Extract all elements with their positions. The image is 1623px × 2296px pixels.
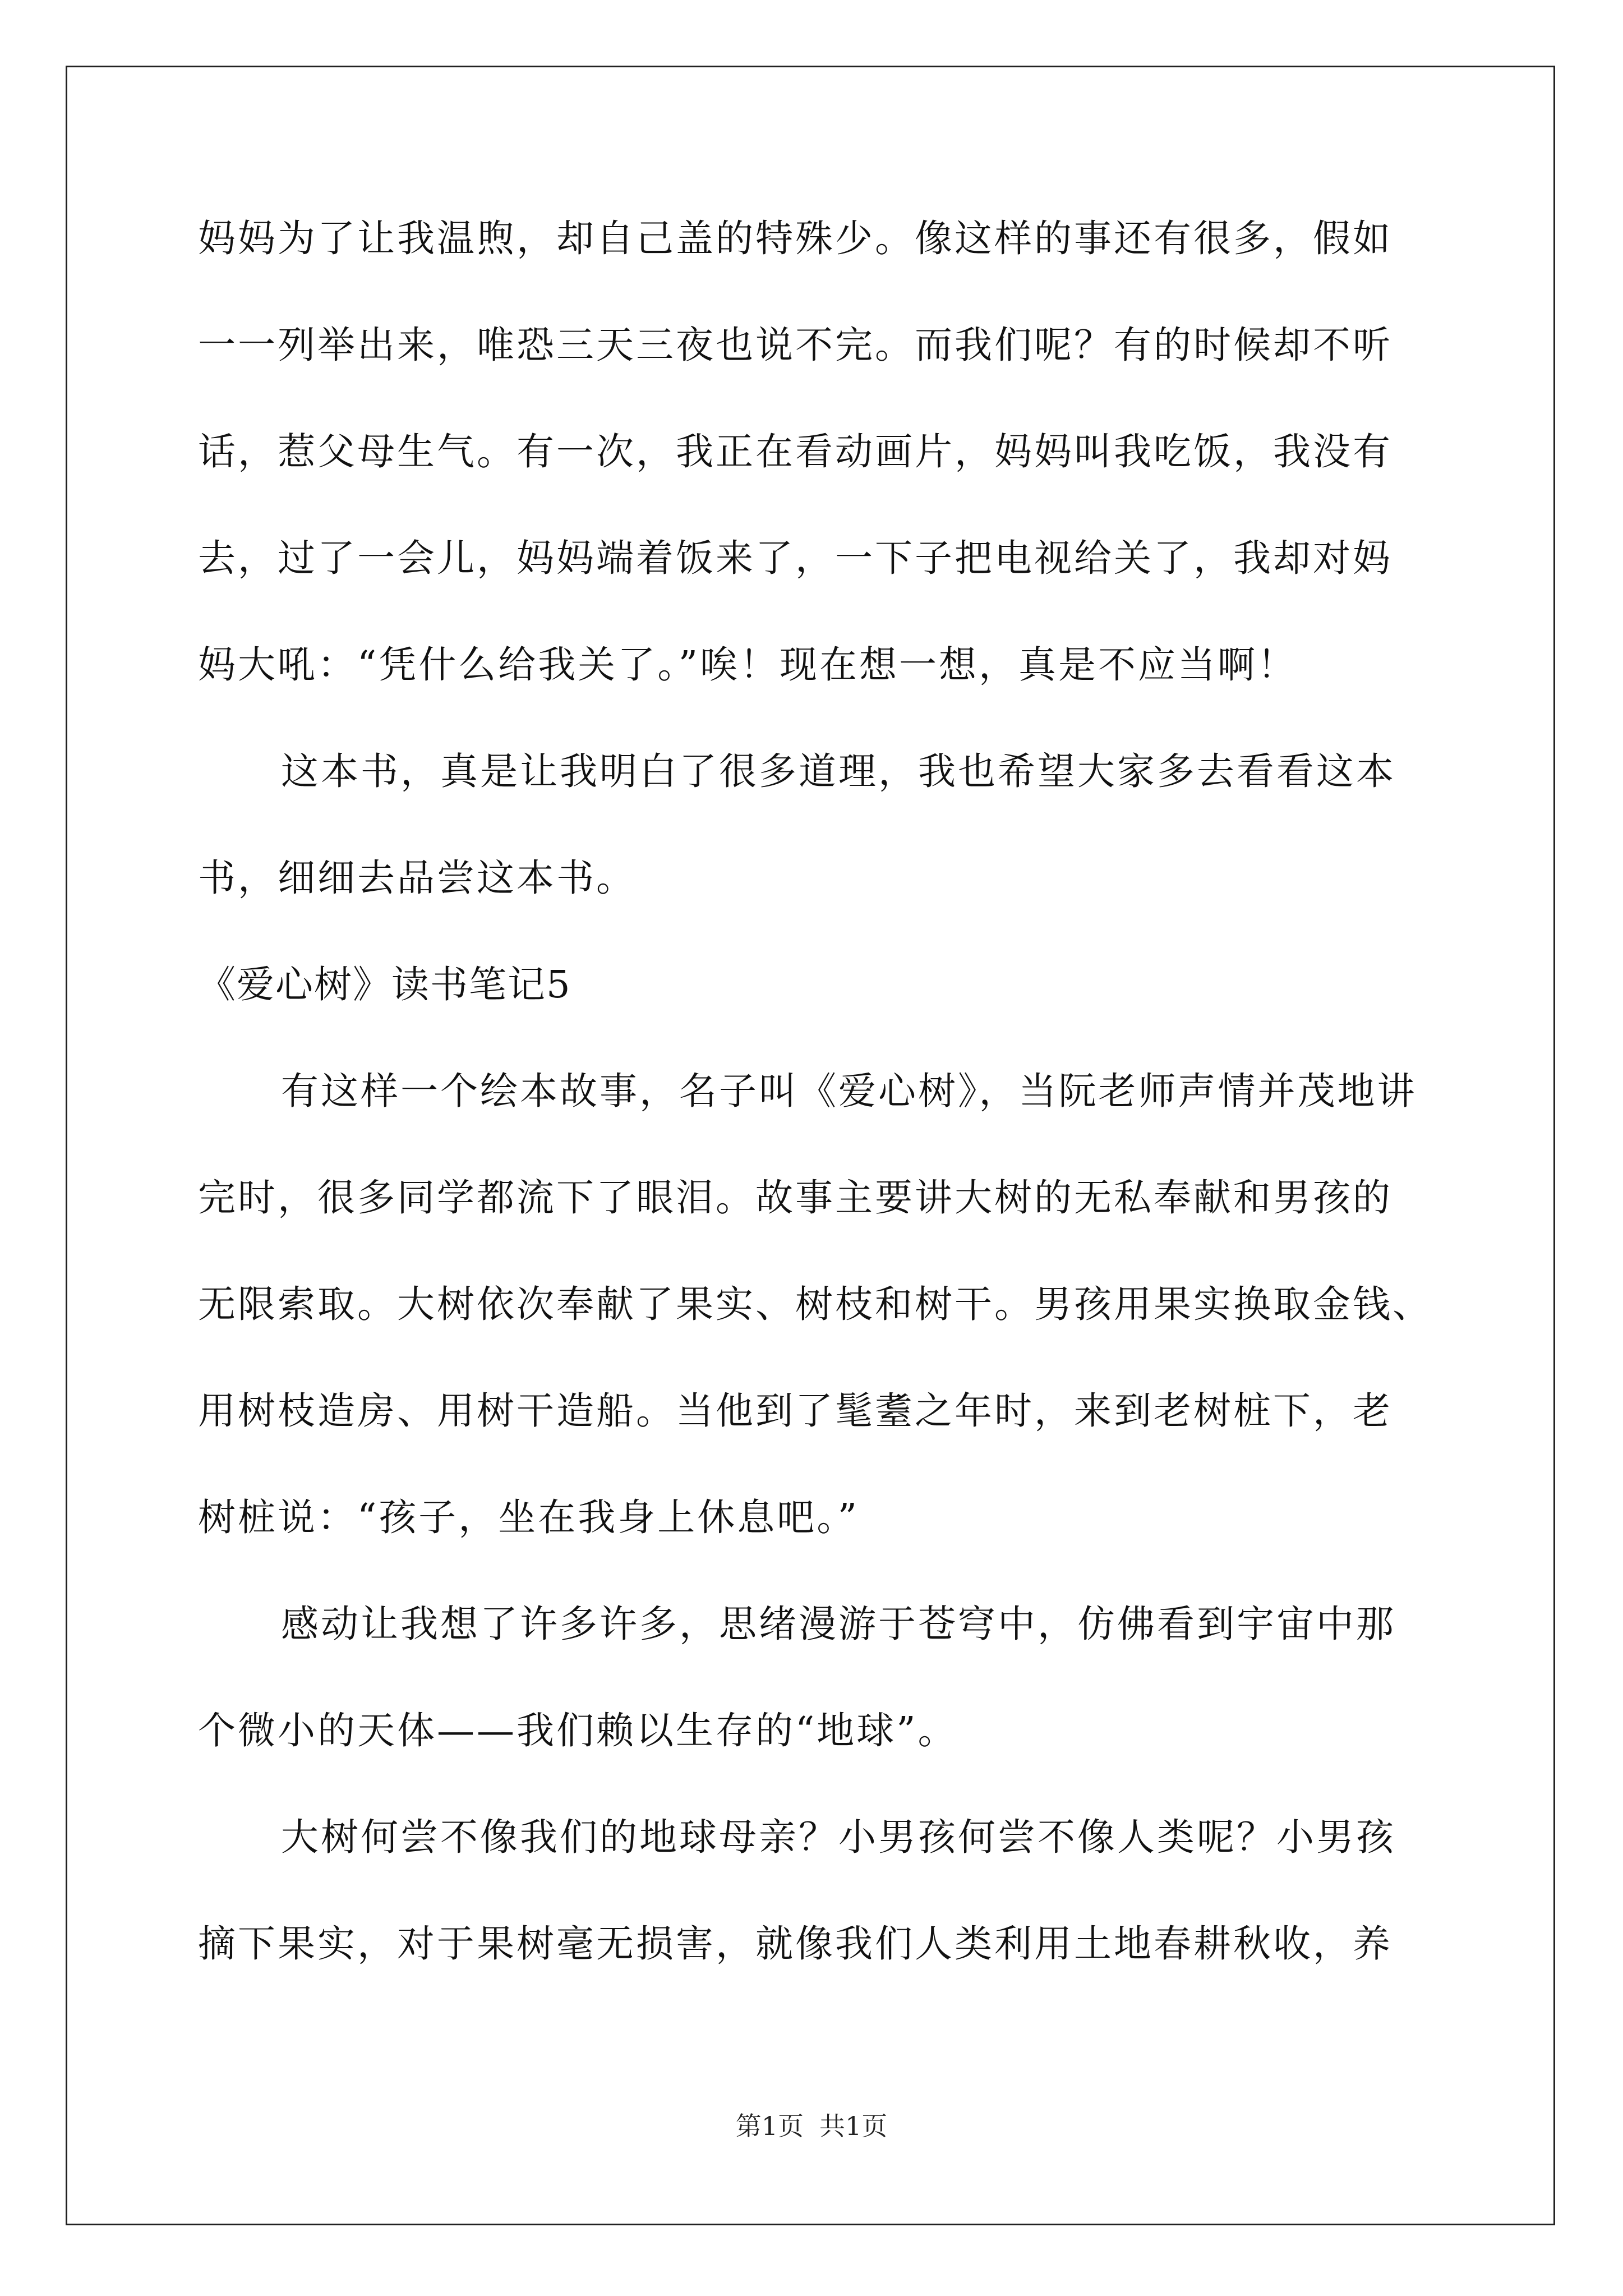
paragraph-start-line: 大树何尝不像我们的地球母亲？小男孩何尝不像人类呢？小男孩 <box>281 1815 1396 1859</box>
page-number: 第1页 <box>735 2111 804 2141</box>
text-line: 树桩说：“孩子，坐在我身上休息吧。” <box>198 1496 860 1539</box>
paragraph-start-line: 这本书，真是让我明白了很多道理，我也希望大家多去看看这本 <box>281 749 1396 793</box>
text-line: 完时，很多同学都流下了眼泪。故事主要讲大树的无私奉献和男孩的 <box>198 1176 1393 1220</box>
text-line: 摘下果实，对于果树毫无损害，就像我们人类利用土地春耕秋收，养 <box>198 1922 1393 1966</box>
paragraph-start-line: 有这样一个绘本故事，名子叫《爱心树》，当阮老师声情并茂地讲 <box>281 1069 1417 1113</box>
text-line: 个微小的天体——我们赖以生存的“地球”。 <box>198 1709 958 1752</box>
text-line: 用树枝造房、用树干造船。当他到了髦耋之年时，来到老树桩下，老 <box>198 1389 1393 1433</box>
section-heading: 《爱心树》读书笔记5 <box>198 963 571 1006</box>
text-line: 一一列举出来，唯恐三天三夜也说不完。而我们呢？有的时候却不听 <box>198 323 1393 367</box>
text-line: 书，细细去品尝这本书。 <box>198 856 636 900</box>
text-line: 话，惹父母生气。有一次，我正在看动画片，妈妈叫我吃饭，我没有 <box>198 430 1393 473</box>
text-line: 去，过了一会儿，妈妈端着饭来了，一下子把电视给关了，我却对妈 <box>198 536 1393 580</box>
text-line: 无限索取。大树依次奉献了果实、树枝和树干。男孩用果实换取金钱、 <box>198 1282 1432 1326</box>
page-footer <box>0 2109 1623 2143</box>
paragraph-start-line: 感动让我想了许多许多，思绪漫游于苍穹中，仿佛看到宇宙中那 <box>281 1602 1396 1646</box>
page-total: 共1页 <box>819 2111 888 2141</box>
text-line: 妈大吼：“凭什么给我关了。”唉！现在想一想，真是不应当啊！ <box>198 643 1298 687</box>
text-line: 妈妈为了让我温煦，却自己盖的特殊少。像这样的事还有很多，假如 <box>198 217 1393 260</box>
page-border <box>66 66 1555 2225</box>
